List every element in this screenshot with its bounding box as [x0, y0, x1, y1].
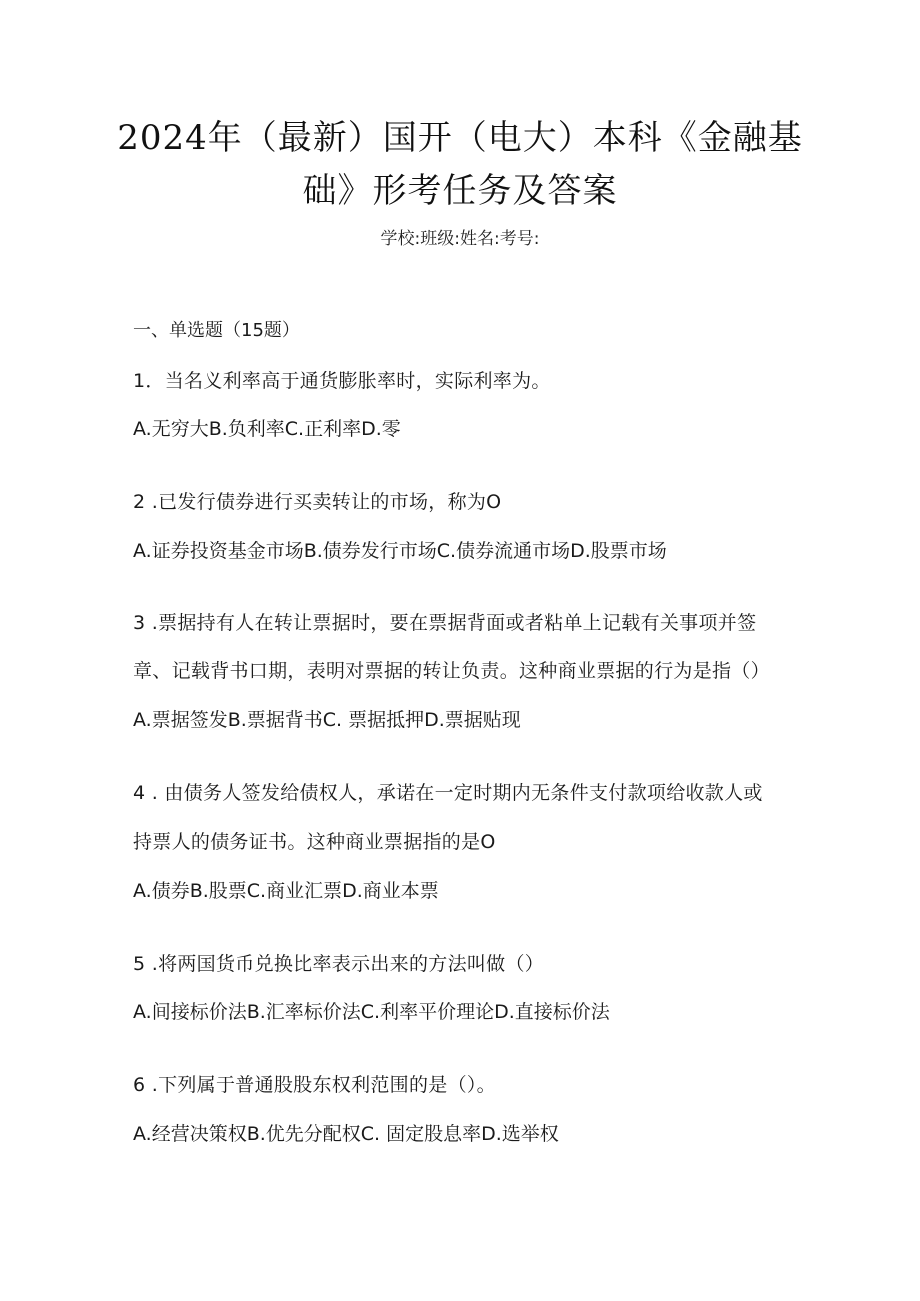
question-3-text-line-2: 章、记载背书口期，表明对票据的转让负责。这种商业票据的行为是指（） [133, 660, 770, 682]
question-4-options: A.债券B.股票C.商业汇票D.商业本票 [133, 880, 439, 902]
question-3-text-line-1: 3 .票据持有人在转让票据时，要在票据背面或者粘单上记载有关事项并签 [133, 612, 757, 634]
document-title-line-1: 2024年（最新）国开（电大）本科《金融基 [117, 118, 803, 158]
question-5-text: 5 .将两国货币兑换比率表示出来的方法叫做（） [133, 953, 545, 975]
document-title-line-2: 础》形考任务及答案 [302, 171, 618, 211]
question-1-options: A.无穷大B.负利率C.正利率D.零 [133, 418, 401, 440]
section-heading: 一、单选题（15题） [133, 320, 300, 341]
question-2-text: 2 .已发行债券进行买卖转让的市场，称为O [133, 491, 502, 513]
question-6-options: A.经营决策权B.优先分配权C. 固定股息率D.选举权 [133, 1123, 559, 1145]
question-1-text: 1．当名义利率高于通货膨胀率时，实际利率为。 [133, 370, 551, 392]
question-6-text: 6 .下列属于普通股股东权利范围的是（）。 [133, 1074, 496, 1096]
student-info-line: 学校:班级:姓名:考号: [380, 229, 540, 249]
question-3-options: A.票据签发B.票据背书C. 票据抵押D.票据贴现 [133, 709, 521, 731]
question-5-options: A.间接标价法B.汇率标价法C.利率平价理论D.直接标价法 [133, 1001, 610, 1023]
question-2-options: A.证券投资基金市场B.债券发行市场C.债券流通市场D.股票市场 [133, 540, 667, 562]
question-4-text-line-1: 4 . 由债务人签发给债权人，承诺在一定时期内无条件支付款项给收款人或 [133, 782, 763, 804]
question-4-text-line-2: 持票人的债务证书。这种商业票据指的是O [133, 831, 496, 853]
